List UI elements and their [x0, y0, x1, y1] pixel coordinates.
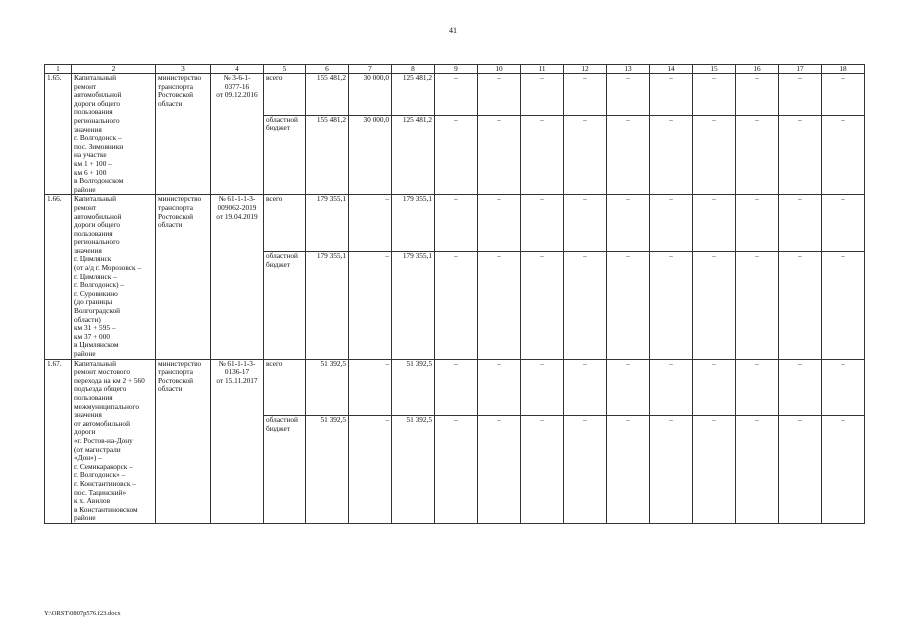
cell-text-line: значения: [74, 124, 102, 134]
value-empty: –: [607, 359, 650, 416]
value-empty: –: [736, 195, 779, 252]
cell-text-line: министерство: [158, 359, 202, 368]
cell-text-line: бюджет: [266, 123, 290, 133]
cell-text-line: значения: [74, 245, 102, 255]
value-empty: –: [650, 416, 693, 524]
cell-text-line: Капитальный: [74, 73, 116, 82]
finance-source: [264, 416, 306, 524]
value-empty: –: [564, 115, 607, 194]
cell-text-line: значения: [74, 410, 102, 420]
value-empty: –: [693, 195, 736, 252]
value-empty: –: [607, 115, 650, 194]
cell-text-line: транспорта: [158, 202, 193, 212]
value-empty: –: [478, 115, 521, 194]
value-empty: –: [736, 115, 779, 194]
cell-text-line: (от а/д г. Морозовск –: [74, 263, 142, 273]
cell-text-line: к х. Авилов: [74, 496, 111, 506]
cell-text-line: км 31 + 595 –: [74, 323, 116, 333]
cell-text-line: г. Цимлянск –: [74, 271, 117, 281]
object-name: [72, 195, 156, 359]
table-row: [45, 359, 865, 416]
cell-text-line: г. Волгодонск» –: [74, 470, 126, 480]
expertise-doc: [211, 195, 264, 359]
value-empty: –: [521, 252, 564, 360]
cell-text-line: Капитальный: [74, 359, 116, 368]
column-header: 4: [211, 65, 264, 74]
finance-source: [264, 115, 306, 194]
cell-text-line: бюджет: [266, 423, 290, 433]
column-header: 13: [607, 65, 650, 74]
value-empty: –: [478, 359, 521, 416]
value-empty: –: [736, 416, 779, 524]
value-spent: –: [349, 359, 392, 416]
value-empty: –: [564, 195, 607, 252]
value-total: 155 481,2: [306, 115, 349, 194]
cell-text-line: дороги общего: [74, 98, 121, 108]
value-empty: –: [564, 359, 607, 416]
cell-text-line: № 61-1-1-3-: [218, 194, 256, 204]
cell-text-line: автомобильной: [74, 90, 122, 100]
cell-text-line: области: [158, 98, 183, 108]
value-empty: –: [435, 252, 478, 360]
column-header: 8: [392, 65, 435, 74]
value-spent: 30 000,0: [349, 115, 392, 194]
value-empty: –: [650, 252, 693, 360]
column-header: 2: [72, 65, 156, 74]
value-empty: –: [822, 359, 865, 416]
row-number: 1.67.: [45, 359, 72, 523]
cell-text-line: межмуниципального: [74, 401, 139, 411]
column-header: 9: [435, 65, 478, 74]
cell-text-line: от 09.12.2016: [216, 90, 258, 100]
cell-text-line: Ростовской: [158, 90, 194, 100]
cell-text-line: в Волгодонском: [74, 176, 124, 186]
cell-text-line: на участке: [74, 150, 107, 160]
cell-text-line: пользования: [74, 392, 113, 402]
finance-source: [264, 252, 306, 360]
column-header: 18: [822, 65, 865, 74]
column-header: 12: [564, 65, 607, 74]
expertise-doc: [211, 359, 264, 523]
value-empty: –: [693, 74, 736, 116]
value-empty: –: [693, 359, 736, 416]
column-header: 14: [650, 65, 693, 74]
cell-text-line: г. Волгодонск) –: [74, 280, 125, 290]
row-number: 1.66.: [45, 195, 72, 359]
cell-text-line: районе: [74, 349, 96, 358]
value-empty: –: [779, 359, 822, 416]
cell-text-line: № 61-1-1-3-: [218, 359, 256, 368]
cell-text-line: ремонт: [74, 202, 97, 212]
column-header: 6: [306, 65, 349, 74]
value-empty: –: [779, 195, 822, 252]
cell-text-line: дороги: [74, 427, 96, 437]
column-header: 10: [478, 65, 521, 74]
value-plan: 125 481,2: [392, 74, 435, 116]
value-empty: –: [521, 74, 564, 116]
value-empty: –: [478, 252, 521, 360]
value-empty: –: [607, 252, 650, 360]
cell-text-line: пос. Зимовники: [74, 141, 124, 151]
value-empty: –: [736, 74, 779, 116]
customer-org: [156, 195, 211, 359]
cell-text-line: бюджет: [266, 259, 290, 269]
cell-text-line: транспорта: [158, 367, 193, 377]
column-header: 11: [521, 65, 564, 74]
object-name: [72, 74, 156, 195]
cell-text-line: области): [74, 314, 101, 324]
table-row: [45, 74, 865, 116]
value-total: 155 481,2: [306, 74, 349, 116]
cell-text-line: районе: [74, 184, 96, 194]
value-empty: –: [822, 115, 865, 194]
value-empty: –: [650, 195, 693, 252]
cell-text-line: Ростовской: [158, 375, 194, 385]
cell-text-line: области: [158, 220, 183, 230]
cell-text-line: ремонт: [74, 81, 97, 91]
cell-text-line: ремонт мостового: [74, 367, 131, 377]
cell-text-line: г. Константиновск –: [74, 478, 136, 488]
value-empty: –: [693, 252, 736, 360]
row-number: 1.65.: [45, 74, 72, 195]
cell-text-line: регионального: [74, 115, 120, 125]
value-empty: –: [564, 252, 607, 360]
cell-text-line: Ростовской: [158, 211, 194, 221]
value-empty: –: [435, 74, 478, 116]
value-empty: –: [521, 115, 564, 194]
file-path-footer: Y:\ORST\0807p576.f23.docx: [44, 610, 121, 617]
value-empty: –: [779, 74, 822, 116]
value-empty: –: [521, 195, 564, 252]
cell-text-line: 0377-16: [224, 81, 250, 91]
column-number-row: [45, 65, 865, 74]
cell-text-line: пос. Тацинский»: [74, 487, 127, 497]
customer-org: [156, 74, 211, 195]
column-header: 15: [693, 65, 736, 74]
cell-text-line: от 19.04.2019: [216, 211, 258, 221]
cell-text-line: Капитальный: [74, 194, 116, 204]
cell-text-line: г. Волгодонск –: [74, 133, 122, 143]
column-header: 5: [264, 65, 306, 74]
column-header: 1: [45, 65, 72, 74]
value-empty: –: [435, 195, 478, 252]
value-empty: –: [607, 416, 650, 524]
value-empty: –: [779, 416, 822, 524]
budget-table: [44, 64, 865, 524]
value-empty: –: [521, 359, 564, 416]
cell-text-line: подъезда общего: [74, 384, 127, 394]
cell-text-line: дороги общего: [74, 220, 121, 230]
value-empty: –: [822, 252, 865, 360]
column-header: 16: [736, 65, 779, 74]
value-empty: –: [650, 115, 693, 194]
value-empty: –: [650, 74, 693, 116]
value-empty: –: [693, 115, 736, 194]
value-empty: –: [564, 416, 607, 524]
cell-text-line: 0136-17: [224, 367, 250, 377]
cell-text-line: г. Семикаракорск –: [74, 461, 133, 471]
value-empty: –: [607, 74, 650, 116]
cell-text-line: км 37 + 000: [74, 331, 110, 341]
column-header: 7: [349, 65, 392, 74]
cell-text-line: «Дон») –: [74, 453, 102, 463]
value-empty: –: [693, 416, 736, 524]
cell-text-line: автомобильной: [74, 211, 122, 221]
value-empty: –: [822, 195, 865, 252]
cell-text-line: № 3-6-1-: [223, 73, 251, 82]
cell-text-line: км 6 + 100: [74, 167, 107, 177]
customer-org: [156, 359, 211, 523]
value-plan: 179 355,1: [392, 195, 435, 252]
value-empty: –: [736, 252, 779, 360]
value-empty: –: [435, 416, 478, 524]
value-plan: 51 392,5: [392, 416, 435, 524]
value-empty: –: [435, 359, 478, 416]
cell-text-line: областной: [266, 115, 298, 124]
value-empty: –: [478, 74, 521, 116]
value-total: 51 392,5: [306, 359, 349, 416]
value-empty: –: [435, 115, 478, 194]
finance-source: всего: [264, 195, 306, 252]
value-empty: –: [822, 74, 865, 116]
cell-text-line: г. Суровикино: [74, 288, 118, 298]
cell-text-line: пользования: [74, 228, 113, 238]
cell-text-line: области: [158, 384, 183, 394]
cell-text-line: (до границы: [74, 297, 113, 307]
value-total: 179 355,1: [306, 252, 349, 360]
cell-text-line: 009062-2019: [217, 202, 257, 212]
cell-text-line: пользования: [74, 107, 113, 117]
value-empty: –: [779, 252, 822, 360]
value-spent: –: [349, 252, 392, 360]
cell-text-line: министерство: [158, 73, 202, 82]
value-empty: –: [822, 416, 865, 524]
value-plan: 51 392,5: [392, 359, 435, 416]
value-total: 51 392,5: [306, 416, 349, 524]
cell-text-line: в Цимлянском: [74, 340, 119, 350]
value-empty: –: [478, 195, 521, 252]
value-spent: –: [349, 416, 392, 524]
cell-text-line: км 1 + 100 –: [74, 158, 112, 168]
table-row: [45, 195, 865, 252]
cell-text-line: Волгоградской: [74, 306, 121, 316]
cell-text-line: областной: [266, 415, 298, 425]
value-empty: –: [650, 359, 693, 416]
cell-text-line: от автомобильной: [74, 418, 130, 428]
value-empty: –: [521, 416, 564, 524]
value-empty: –: [564, 74, 607, 116]
cell-text-line: транспорта: [158, 81, 193, 91]
cell-text-line: областной: [266, 251, 298, 261]
value-spent: –: [349, 195, 392, 252]
cell-text-line: в Константиновском: [74, 504, 138, 514]
value-empty: –: [736, 359, 779, 416]
cell-text-line: «г. Ростов-на-Дону: [74, 435, 133, 445]
cell-text-line: министерство: [158, 194, 202, 204]
cell-text-line: г. Цимлянск: [74, 254, 112, 264]
value-spent: 30 000,0: [349, 74, 392, 116]
cell-text-line: (от магистрали: [74, 444, 121, 454]
expertise-doc: [211, 74, 264, 195]
cell-text-line: перехода на км 2 + 560: [74, 375, 145, 385]
value-empty: –: [779, 115, 822, 194]
value-total: 179 355,1: [306, 195, 349, 252]
value-empty: –: [478, 416, 521, 524]
value-empty: –: [607, 195, 650, 252]
cell-text-line: от 15.11.2017: [216, 375, 258, 385]
object-name: [72, 359, 156, 523]
value-plan: 125 481,2: [392, 115, 435, 194]
page-number: 41: [449, 26, 457, 35]
finance-source: всего: [264, 359, 306, 416]
cell-text-line: регионального: [74, 237, 120, 247]
finance-source: всего: [264, 74, 306, 116]
column-header: 3: [156, 65, 211, 74]
cell-text-line: районе: [74, 513, 96, 523]
value-plan: 179 355,1: [392, 252, 435, 360]
column-header: 17: [779, 65, 822, 74]
